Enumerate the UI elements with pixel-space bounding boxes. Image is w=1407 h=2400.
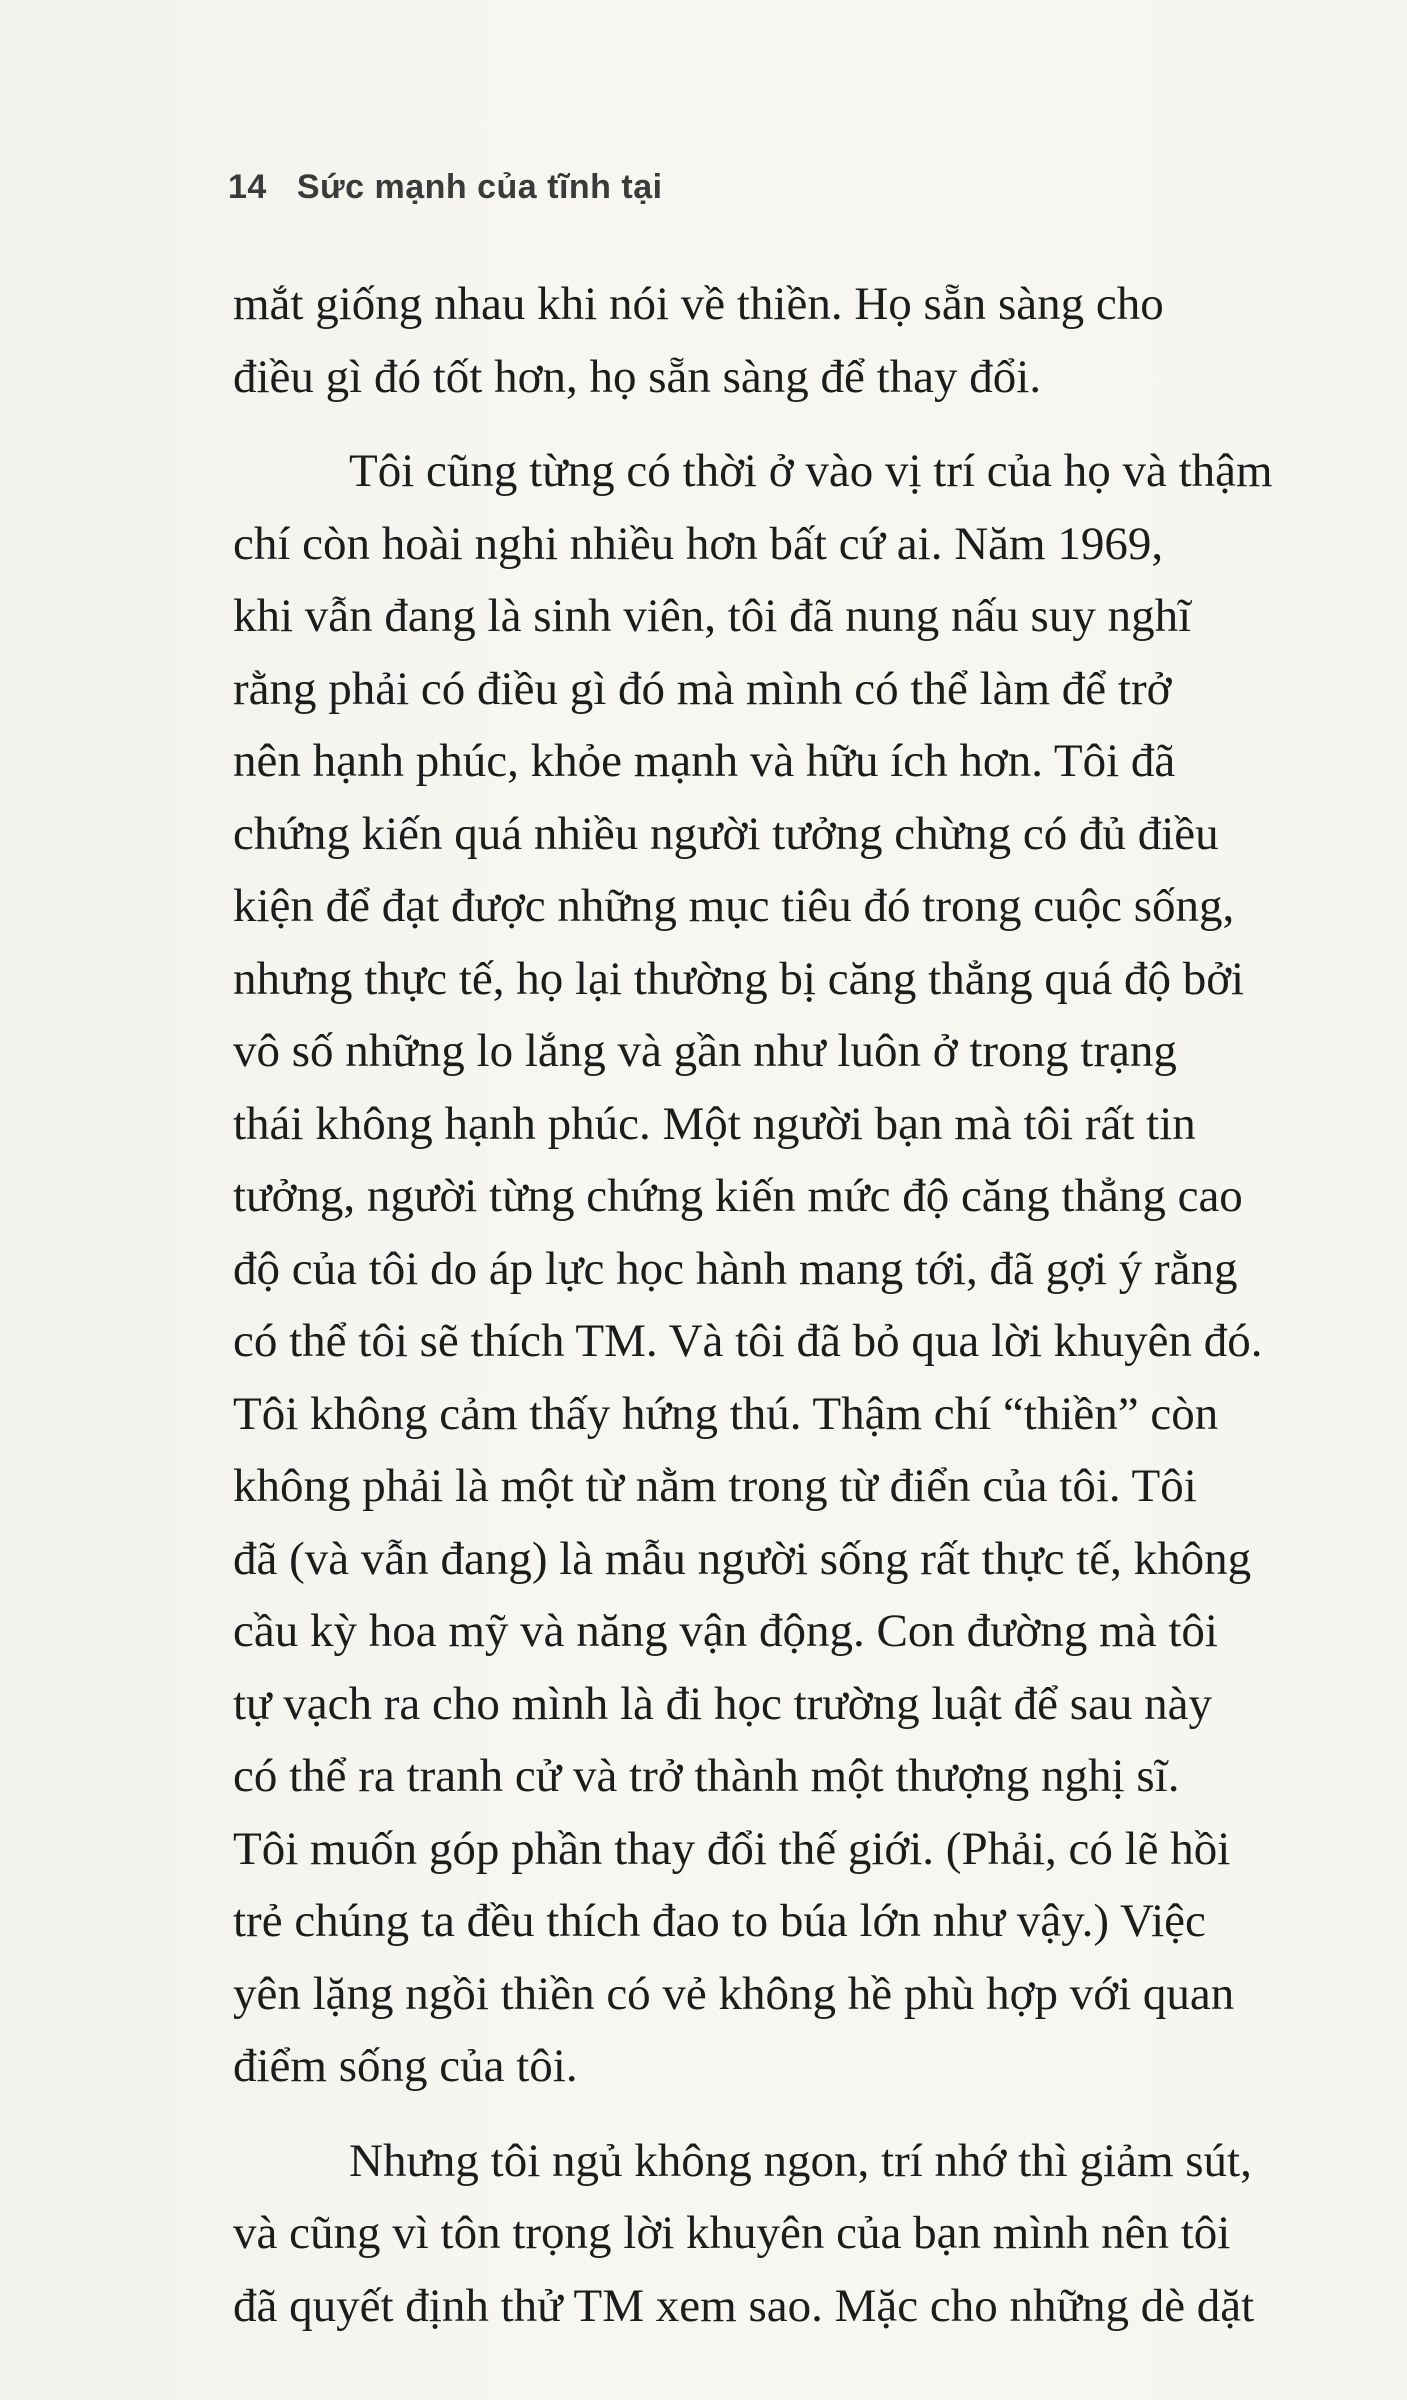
text-line: tưởng, người từng chứng kiến mức độ căng thẳng cao (233, 1170, 1243, 1222)
text-line: cầu kỳ hoa mỹ và năng vận động. Con đường mà tôi (233, 1605, 1218, 1657)
text-line: Tôi muốn góp phần thay đổi thế giới. (Phải, có lẽ hồi (233, 1822, 1231, 1875)
text-line: độ của tôi do áp lực học hành mang tới, đã gợi ý rằng (233, 1242, 1238, 1295)
text-line: Nhưng tôi ngủ không ngon, trí nhớ thì giảm sút, (349, 2134, 1252, 2187)
running-head (228, 168, 663, 207)
text-line: không phải là một từ nằm trong từ điển của tôi. Tôi (233, 1460, 1197, 1512)
page-number: 14 (228, 168, 267, 206)
text-line: có thể ra tranh cử và trở thành một thượng nghị sĩ. (233, 1750, 1180, 1802)
text-line: mắt giống nhau khi nói về thiền. Họ sẵn sàng cho (233, 278, 1164, 330)
text-line: tự vạch ra cho mình là đi học trường luật để sau này (233, 1677, 1212, 1730)
text-line: chí còn hoài nghi nhiều hơn bất cứ ai. Năm 1969, (233, 517, 1164, 570)
text-line: thái không hạnh phúc. Một người bạn mà tôi rất tin (233, 1097, 1196, 1150)
text-line: và cũng vì tôn trọng lời khuyên của bạn mình nên tôi (233, 2207, 1231, 2259)
text-line: yên lặng ngồi thiền có vẻ không hề phù hợp với quan (233, 1967, 1235, 2020)
text-line: có thể tôi sẽ thích TM. Và tôi đã bỏ qua lời khuyên đó. (233, 1315, 1263, 1367)
text-line: Tôi cũng từng có thời ở vào vị trí của họ và thậm (349, 445, 1273, 497)
text-line: đã (và vẫn đang) là mẫu người sống rất thực tế, không (233, 1532, 1252, 1585)
text-line: nhưng thực tế, họ lại thường bị căng thẳng quá độ bởi (233, 952, 1245, 1005)
text-line: trẻ chúng ta đều thích đao to búa lớn như vậy.) Việc (233, 1895, 1206, 1947)
book-title: Sức mạnh của tĩnh tại (296, 168, 663, 206)
text-line: khi vẫn đang là sinh viên, tôi đã nung nấu suy nghĩ (233, 590, 1192, 642)
text-line: nên hạnh phúc, khỏe mạnh và hữu ích hơn. Tôi đã (233, 735, 1176, 787)
text-line: Tôi không cảm thấy hứng thú. Thậm chí “thiền” còn (233, 1387, 1219, 1440)
text-line: điều gì đó tốt hơn, họ sẵn sàng để thay đổi. (233, 350, 1042, 403)
text-line: rằng phải có điều gì đó mà mình có thể làm để trở (233, 662, 1172, 715)
text-line: chứng kiến quá nhiều người tưởng chừng có đủ điều (233, 807, 1219, 860)
text-line: đã quyết định thử TM xem sao. Mặc cho những dè dặt (233, 2279, 1255, 2332)
text-line: điểm sống của tôi. (233, 2040, 578, 2092)
paragraph-gap (233, 2103, 1313, 2125)
body-text (233, 268, 1313, 2342)
paragraph-gap (233, 413, 1313, 435)
text-line: vô số những lo lắng và gần như luôn ở trong trạng (233, 1025, 1177, 1077)
text-line: kiện để đạt được những mục tiêu đó trong cuộc sống, (233, 880, 1235, 932)
